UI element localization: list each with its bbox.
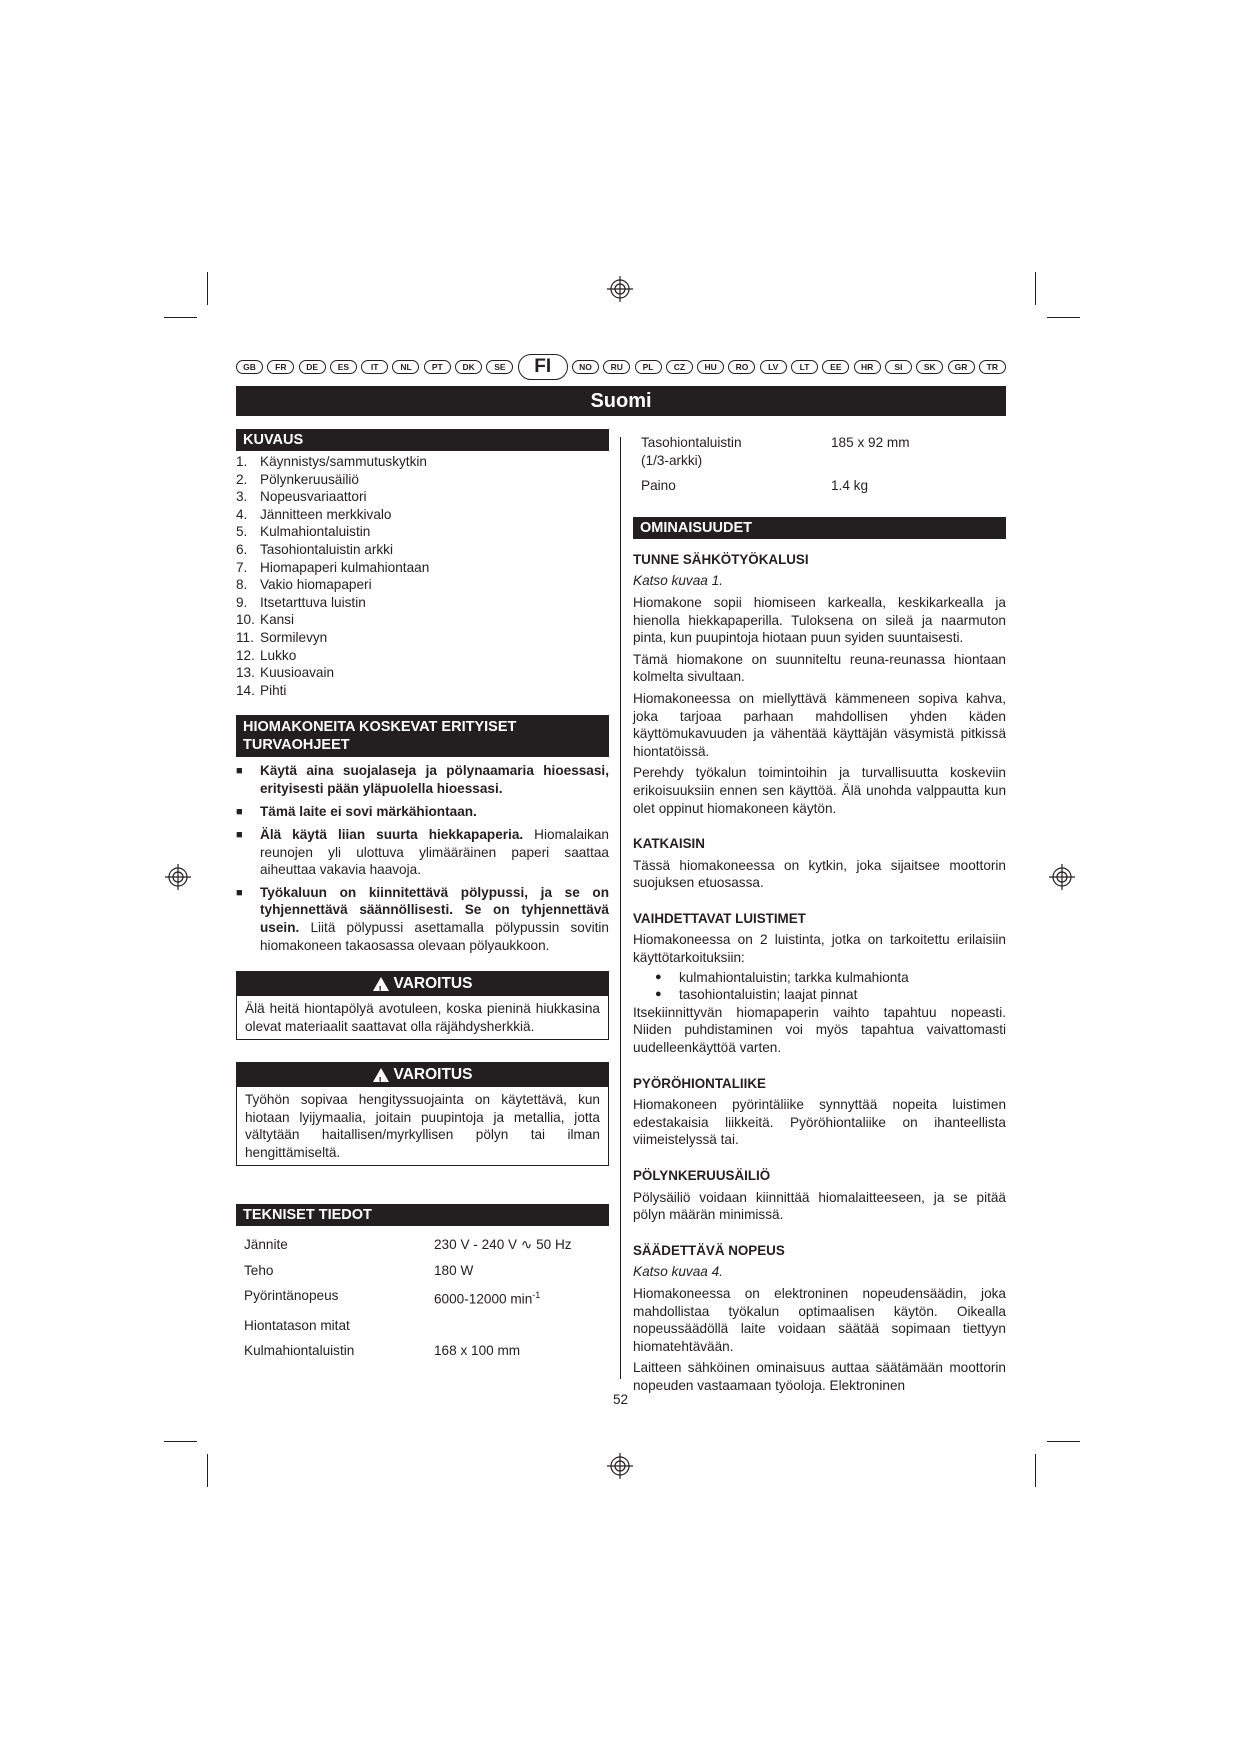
section-heading-kuvaus: KUVAUS	[236, 429, 609, 451]
language-tab-pl[interactable]: PL	[635, 360, 662, 374]
square-bullet-icon: ■	[236, 886, 243, 899]
warning-header	[237, 972, 608, 996]
spec-value: 1.4 kg	[831, 478, 869, 494]
spec-row	[236, 1236, 609, 1254]
language-tab-no[interactable]: NO	[572, 360, 599, 374]
warning-box	[236, 971, 609, 1040]
list-item-number: 10.	[236, 612, 255, 628]
bullet-item	[236, 762, 609, 797]
safety-heading-line: TURVAOHJEET	[243, 737, 350, 754]
crop-mark	[1047, 317, 1080, 318]
list-item-text: Kulmahiontaluistin	[260, 524, 371, 540]
list-item	[236, 594, 609, 612]
crop-mark	[164, 1441, 197, 1442]
bullet-text-bold: Käytä aina suojalaseja ja pölynaamaria hioessasi, erityisesti pään yläpuolella hioessasi.	[260, 763, 609, 796]
subheading: PÖLYNKERUUSÄILIÖ	[633, 1168, 771, 1183]
language-tab-lt[interactable]: LT	[791, 360, 818, 374]
figure-reference: Katso kuvaa 4.	[633, 1264, 723, 1280]
list-item	[236, 471, 609, 489]
bullet-text-bold: Älä käytä liian suurta hiekkapaperia.	[260, 827, 524, 843]
list-item-text: Lukko	[260, 647, 297, 663]
section-heading-specs: TEKNISET TIEDOT	[236, 1204, 609, 1226]
subheading: VAIHDETTAVAT LUISTIMET	[633, 910, 806, 926]
spec-value-superscript: -1	[532, 1290, 541, 1301]
language-tab-fi[interactable]: FI	[518, 354, 568, 380]
list-item-number: 9.	[236, 594, 248, 610]
list-item-text: Jännitteen merkkivalo	[260, 506, 392, 522]
bullet-text	[260, 762, 609, 797]
paragraph: Pölysäiliö voidaan kiinnittää hiomalaitteeseen, ja se pitää pölyn määrän minimissä.	[633, 1189, 1006, 1223]
paragraph: Itsekiinnittyvän hiomapaperin vaihto tapahtuu nopeasti. Niiden puhdistaminen voi myös tapahtua vaivattomasti uudelleenkäyttöä varten.	[633, 1004, 1006, 1056]
list-item-number: 2.	[236, 471, 248, 487]
spec-value: 185 x 92 mm	[831, 435, 910, 450]
bullet-text-bold: Työkaluun on kiinnitettävä pölypussi, ja se on tyhjennettävä säännöllisesti. Se on tyhjennettävä usein.	[260, 884, 609, 936]
dot-bullet-icon: ●	[655, 970, 662, 983]
list-item-number: 14.	[236, 682, 255, 698]
language-selector	[236, 352, 1006, 382]
section-heading-safety	[236, 715, 609, 757]
language-tab-nl[interactable]: NL	[392, 360, 419, 374]
paragraph: Hiomakoneen pyörintäliike synnyttää nopeita luistimen edestakaisia liikkeitä. Pyöröhiontaliike on ihanteellista viimeistelyssä tai.	[633, 1097, 1006, 1148]
section-heading-ominaisuudet: OMINAISUUDET	[633, 517, 1006, 539]
paragraph: Tässä hiomakoneessa on kytkin, joka sijaitsee moottorin suojuksen etuosassa.	[633, 857, 1006, 891]
dot-list-text: tasohiontaluistin; laajat pinnat	[679, 987, 858, 1003]
subheading: SÄÄDETTÄVÄ NOPEUS	[633, 1242, 785, 1258]
spec-label	[641, 434, 831, 469]
language-tab-pt[interactable]: PT	[424, 360, 451, 374]
paragraph: Hiomakone sopii hiomiseen karkealla, keskikarkealla ja hienolla hiekkapaperilla. Tuloksena on sileä ja naarmuton pinta, kun puupintoja hiotaan puun syiden suuntaisesti.	[633, 594, 1006, 646]
dot-list	[633, 969, 1006, 1004]
subheading: TUNNE SÄHKÖTYÖKALUSI	[633, 551, 809, 567]
language-tab-sk[interactable]: SK	[916, 360, 943, 374]
language-tab-si[interactable]: SI	[885, 360, 912, 374]
language-tab-se[interactable]: SE	[486, 360, 513, 374]
language-tab-dk[interactable]: DK	[455, 360, 482, 374]
list-item-number: 7.	[236, 559, 248, 575]
warning-box	[236, 1062, 609, 1166]
bullet-item	[236, 884, 609, 954]
list-item	[236, 506, 609, 524]
spec-row	[236, 1287, 609, 1308]
warning-text: Työhön sopivaa hengityssuojainta on käytettävä, kun hiotaan lyijymaalia, joitain puupintoja ja metallia, jotta vältytään haitallisen/myrkyllisen pölyn tai ilman hengittämiseltä.	[245, 1092, 600, 1160]
list-item	[236, 541, 609, 559]
paragraph: Hiomakoneessa on 2 luistinta, jotka on tarkoitettu erilaisiin käyttötarkoituksiin:	[633, 932, 1006, 966]
spec-row	[236, 1262, 609, 1280]
list-item-text: Sormilevyn	[260, 629, 328, 645]
list-item-text: Kuusioavain	[260, 665, 335, 681]
spec-label	[641, 477, 831, 495]
spec-row	[633, 434, 1006, 469]
list-item	[236, 682, 609, 700]
warning-triangle-icon: !	[373, 1068, 389, 1082]
language-tab-it[interactable]: IT	[361, 360, 388, 374]
spec-row	[633, 477, 1006, 495]
bullet-text	[260, 826, 609, 879]
list-item-text: Tasohiontaluistin arkki	[260, 541, 393, 557]
list-item-number: 6.	[236, 541, 248, 557]
spec-value	[434, 1317, 609, 1335]
spec-label: Pyörintänopeus	[244, 1288, 339, 1304]
registration-mark-icon	[165, 864, 191, 890]
page-number: 52	[612, 1392, 629, 1407]
warning-title: VAROITUS	[393, 975, 473, 993]
language-tab-de[interactable]: DE	[299, 360, 326, 374]
safety-heading-line: HIOMAKONEITA KOSKEVAT ERITYISET	[243, 719, 517, 736]
list-item-number: 1.	[236, 454, 248, 469]
specs-table-continued	[633, 434, 1006, 495]
spec-label-line: Paino	[641, 478, 676, 494]
list-item	[236, 523, 609, 541]
registration-mark-icon	[1049, 864, 1075, 890]
list-item-number: 8.	[236, 577, 248, 593]
bullet-text-regular: Liitä pölypussi asettamalla pölypussin sovitin hiomakoneen takaosassa olevaan pölyaukkoon.	[260, 920, 609, 953]
list-item	[236, 576, 609, 594]
language-tab-es[interactable]: ES	[330, 360, 357, 374]
spec-label: Kulmahiontaluistin	[244, 1343, 355, 1359]
square-bullet-icon: ■	[236, 765, 243, 778]
bullet-item	[236, 803, 609, 822]
list-item-text: Kansi	[260, 612, 295, 628]
list-item	[236, 611, 609, 629]
spec-label: Jännite	[244, 1237, 288, 1253]
language-tab-ru[interactable]: RU	[603, 360, 630, 374]
list-item-number: 3.	[236, 489, 248, 505]
language-tab-hr[interactable]: HR	[854, 360, 881, 374]
bullet-text-regular: Hiomalaikan reunojen yli ulottuva ylimääräinen paperi saattaa aiheuttaa vakavia haavoja.	[260, 827, 609, 878]
registration-mark-icon	[607, 276, 633, 302]
paragraph: Perehdy työkalun toimintoihin ja turvallisuutta koskeviin erikoisuuksiin ennen sen käyttöä. Älä unohda valppautta kun olet oppinut hiomakoneen käytön.	[633, 765, 1006, 816]
bullet-text	[260, 884, 609, 954]
crop-mark	[207, 1454, 208, 1487]
page-title: Suomi	[236, 386, 1006, 416]
subheading: PYÖRÖHIONTALIIKE	[633, 1075, 766, 1091]
registration-mark-icon	[607, 1453, 633, 1479]
list-item-text: Nopeusvariaattori	[260, 489, 367, 505]
language-tab-cz[interactable]: CZ	[666, 360, 693, 374]
list-item-number: 13.	[236, 665, 255, 681]
crop-mark	[1035, 272, 1036, 305]
list-item-number: 11.	[236, 629, 254, 645]
warning-text: Älä heitä hiontapölyä avotuleen, koska pieninä hiukkasina olevat materiaalit saattavat olla räjähdysherkkiä.	[245, 1001, 600, 1034]
list-item-text: Pihti	[260, 682, 287, 698]
list-item	[236, 488, 609, 506]
warning-title: VAROITUS	[393, 1066, 473, 1084]
description-list	[236, 453, 609, 699]
language-tab-hu[interactable]: HU	[697, 360, 724, 374]
list-item-number: 12.	[236, 647, 255, 663]
spec-value: 230 V - 240 V ∿ 50 Hz	[434, 1237, 572, 1253]
language-tab-tr[interactable]: TR	[979, 360, 1006, 374]
dot-bullet-icon: ●	[655, 988, 662, 1001]
bullet-text	[260, 803, 609, 822]
safety-bullet-list	[236, 762, 609, 954]
left-column	[236, 429, 609, 1368]
paragraph-group	[633, 594, 1006, 817]
list-item-number: 5.	[236, 524, 248, 540]
crop-mark	[1035, 1454, 1036, 1487]
list-item-text: Pölynkeruusäiliö	[260, 471, 359, 487]
spec-label: Hiontatason mitat	[244, 1317, 350, 1333]
dot-list-text: kulmahiontaluistin; tarkka kulmahionta	[679, 969, 909, 985]
language-tab-fr[interactable]: FR	[267, 360, 294, 374]
dot-list-item	[633, 969, 1006, 987]
paragraph: Hiomakoneessa on miellyttävä kämmeneen sopiva kahva, joka tarjoaa parhaan mahdollisen yhden käden käyttömukavuuden ja vähentää käyttäjän väsymistä pitkissä hiontatöissä.	[633, 690, 1006, 759]
subheading: KATKAISIN	[633, 836, 705, 852]
paragraph-group	[633, 1285, 1006, 1395]
paragraph: Tämä hiomakone on suunniteltu reuna-reunassa hiontaan kolmelta sivultaan.	[633, 651, 1006, 685]
right-column	[633, 434, 1006, 1399]
crop-mark	[1047, 1441, 1080, 1442]
paragraph: Hiomakoneessa on elektroninen nopeudensäädin, joka mahdollistaa työkalun optimaalisen käytön. Oikealla nopeussäädöllä laite voidaan säätää sopimaan tiettyyn hiomatehtävään.	[633, 1285, 1006, 1354]
bullet-item	[236, 826, 609, 879]
language-tab-ro[interactable]: RO	[728, 360, 755, 374]
square-bullet-icon: ■	[236, 805, 243, 818]
dot-list-item	[633, 986, 1006, 1004]
warning-triangle-icon: !	[373, 977, 389, 991]
spec-value: 6000-12000 $\min^{-1}$	[434, 1290, 541, 1307]
specs-table	[236, 1236, 609, 1360]
spec-row	[236, 1317, 609, 1335]
list-item-number: 4.	[236, 506, 248, 522]
crop-mark	[164, 317, 197, 318]
spec-value: 168 x 100 mm	[434, 1343, 521, 1359]
square-bullet-icon: ■	[236, 829, 243, 842]
language-tab-gb[interactable]: GB	[236, 360, 263, 374]
list-item	[236, 647, 609, 665]
list-item-text: Hiomapaperi kulmahiontaan	[260, 559, 430, 575]
language-tab-gr[interactable]: GR	[948, 360, 975, 374]
spec-label-line: (1/3-arkki)	[641, 452, 703, 468]
crop-mark	[207, 272, 208, 305]
language-tab-ee[interactable]: EE	[822, 360, 849, 374]
paragraph: Laitteen sähköinen ominaisuus auttaa säätämään moottorin nopeuden vastaamaan työoloja. Elektroninen	[633, 1360, 1006, 1393]
column-divider	[620, 437, 621, 1379]
list-item-text: Itsetarttuva luistin	[260, 594, 366, 610]
spec-label-line: Tasohiontaluistin	[641, 435, 742, 450]
list-item-text: Käynnistys/sammutuskytkin	[260, 454, 427, 469]
spec-value: 180 W	[434, 1262, 474, 1278]
list-item	[236, 559, 609, 577]
spec-label: Teho	[244, 1262, 274, 1278]
spec-row	[236, 1342, 609, 1360]
warning-header	[237, 1063, 608, 1087]
list-item-text: Vakio hiomapaperi	[260, 577, 372, 593]
bullet-text-bold: Tämä laite ei sovi märkähiontaan.	[260, 803, 477, 819]
figure-reference: Katso kuvaa 1.	[633, 573, 723, 589]
list-item	[236, 453, 609, 471]
language-tab-lv[interactable]: LV	[760, 360, 787, 374]
list-item	[236, 664, 609, 682]
list-item	[236, 629, 609, 647]
